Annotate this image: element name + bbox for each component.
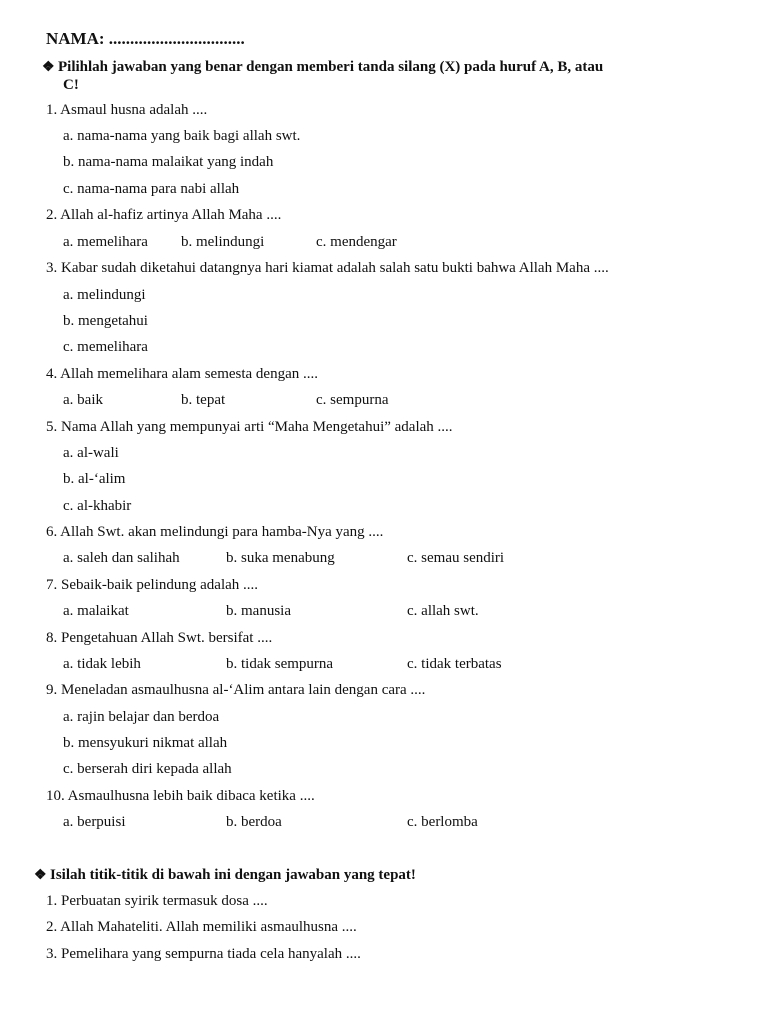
question-2: 2. Allah al-hafiz artinya Allah Maha .... xyxy=(46,207,282,223)
q5-option-a: a. al-wali xyxy=(63,445,119,461)
question-8: 8. Pengetahuan Allah Swt. bersifat .... xyxy=(46,630,273,646)
q3-option-b: b. mengetahui xyxy=(63,313,148,329)
question-4: 4. Allah memelihara alam semesta dengan .... xyxy=(46,366,318,382)
q10-option-a: a. berpuisi xyxy=(63,814,126,830)
q8-option-b: b. tidak sempurna xyxy=(226,656,334,672)
question-5: 5. Nama Allah yang mempunyai arti “Maha Mengetahui” adalah .... xyxy=(46,419,453,435)
question-1: 1. Asmaul husna adalah .... xyxy=(46,102,208,118)
q5-option-c: c. al-khabir xyxy=(63,498,132,514)
q1-option-c: c. nama-nama para nabi allah xyxy=(63,181,240,197)
q1-option-b: b. nama-nama malaikat yang indah xyxy=(63,154,274,170)
section1-instruction-line2: C! xyxy=(63,77,79,93)
q5-option-b: b. al-‘alim xyxy=(63,471,126,487)
q7-option-b: b. manusia xyxy=(226,603,291,619)
q3-option-c: c. memelihara xyxy=(63,339,148,355)
q8-option-a: a. tidak lebih xyxy=(63,656,141,672)
section1-instruction xyxy=(42,58,603,77)
q8-option-c: c. tidak terbatas xyxy=(407,656,502,672)
diamond-bullet-icon: ❖ xyxy=(42,60,55,75)
question-3: 3. Kabar sudah diketahui datangnya hari kiamat adalah salah satu bukti bahwa Allah Maha .... xyxy=(46,260,609,276)
q6-option-a: a. saleh dan salihah xyxy=(63,550,180,566)
q1-option-a: a. nama-nama yang baik bagi allah swt. xyxy=(63,128,301,144)
q7-option-c: c. allah swt. xyxy=(407,603,479,619)
q7-option-a: a. malaikat xyxy=(63,603,129,619)
name-field-label: NAMA: ................................ xyxy=(46,29,245,48)
q10-option-c: c. berlomba xyxy=(407,814,478,830)
q3-option-a: a. melindungi xyxy=(63,287,146,303)
q2-option-c: c. mendengar xyxy=(316,234,397,250)
q6-option-c: c. semau sendiri xyxy=(407,550,505,566)
q10-option-b: b. berdoa xyxy=(226,814,282,830)
question-10: 10. Asmaulhusna lebih baik dibaca ketika .... xyxy=(46,788,315,804)
fill-question-3: 3. Pemelihara yang sempurna tiada cela hanyalah .... xyxy=(46,946,361,962)
diamond-bullet-icon: ❖ xyxy=(34,868,47,883)
section2-instruction xyxy=(34,866,416,885)
question-9: 9. Meneladan asmaulhusna al-‘Alim antara lain dengan cara .... xyxy=(46,682,426,698)
question-6: 6. Allah Swt. akan melindungi para hamba-Nya yang .... xyxy=(46,524,384,540)
q4-option-a: a. baik xyxy=(63,392,103,408)
section2-instruction-text: Isilah titik-titik di bawah ini dengan jawaban yang tepat! xyxy=(50,867,416,883)
fill-question-1: 1. Perbuatan syirik termasuk dosa .... xyxy=(46,893,268,909)
section1-instruction-line1: Pilihlah jawaban yang benar dengan memberi tanda silang (X) pada huruf A, B, atau xyxy=(58,59,604,75)
fill-question-2: 2. Allah Mahateliti. Allah memiliki asmaulhusna .... xyxy=(46,919,357,935)
q9-option-b: b. mensyukuri nikmat allah xyxy=(63,735,228,751)
q2-option-b: b. melindungi xyxy=(181,234,265,250)
q2-option-a: a. memelihara xyxy=(63,234,148,250)
q4-option-c: c. sempurna xyxy=(316,392,389,408)
q6-option-b: b. suka menabung xyxy=(226,550,335,566)
q9-option-a: a. rajin belajar dan berdoa xyxy=(63,709,220,725)
question-7: 7. Sebaik-baik pelindung adalah .... xyxy=(46,577,259,593)
q9-option-c: c. berserah diri kepada allah xyxy=(63,761,232,777)
q4-option-b: b. tepat xyxy=(181,392,226,408)
